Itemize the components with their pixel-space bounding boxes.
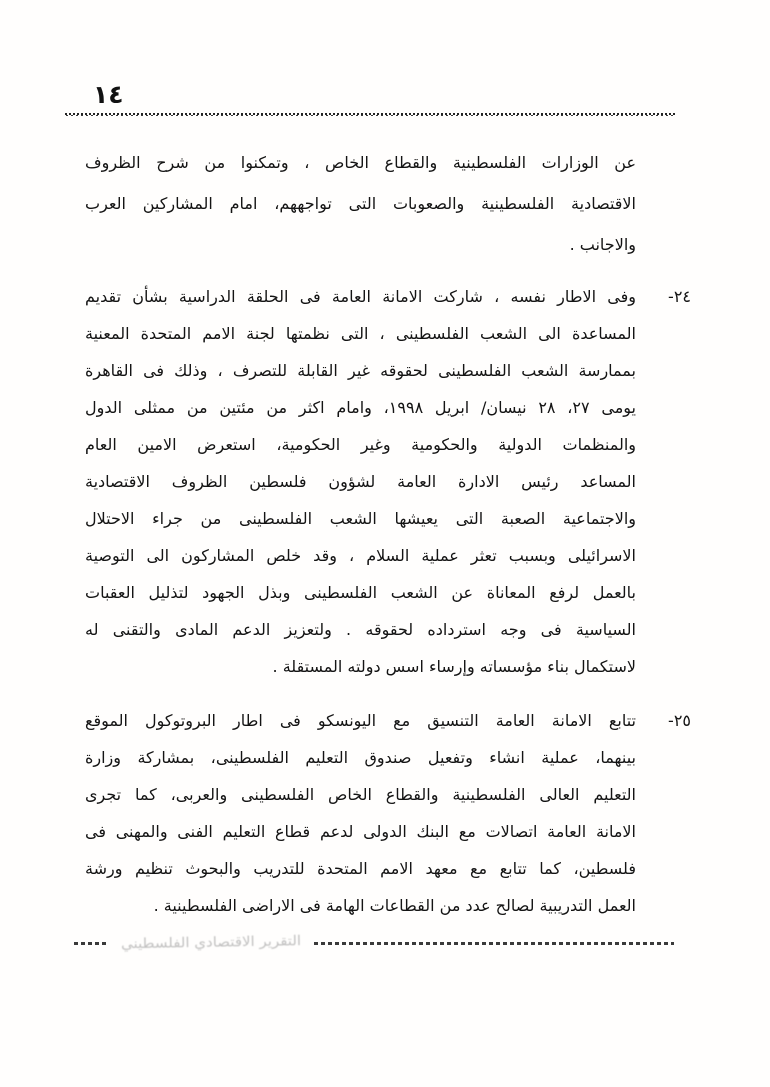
text-line: يومى ٢٧، ٢٨ نيسان/ ابريل ١٩٩٨، وامام اكثر من مئتين من ممثلى الدول — [85, 398, 636, 417]
numbered-paragraph — [85, 278, 691, 685]
text-line: السياسية فى وجه استرداده لحقوقه . ولتعزيز الدعم المادى والتقنى له — [85, 620, 636, 639]
text-line: المساعدة الى الشعب الفلسطينى ، التى نظمتها لجنة الامم المتحدة المعنية — [85, 324, 636, 343]
document-body — [85, 142, 691, 924]
numbered-paragraph — [85, 702, 691, 924]
text-line: عن الوزارات الفلسطينية والقطاع الخاص ، وتمكنوا من شرح الظروف — [85, 153, 636, 172]
paragraph-number: ٢٤- — [668, 287, 691, 306]
text-line: بالعمل لرفع المعاناة عن الشعب الفلسطينى وبذل الجهود لتذليل العقبات — [85, 583, 636, 602]
footer-faint-inscription: التقرير الاقتصادي الفلسطيني — [120, 932, 302, 952]
text-line: المساعد رئيس الادارة العامة لشؤون فلسطين الظروف الاقتصادية — [85, 472, 636, 491]
text-line: والاجانب . — [569, 235, 636, 254]
text-line: فلسطين، كما تتابع مع معهد الامم المتحدة للتدريب والبحوث تنظيم ورشة — [85, 859, 636, 878]
text-line: التعليم العالى الفلسطينية والقطاع الخاص الفلسطينى والعربى، كما تجرى — [85, 785, 636, 804]
paragraph-number: ٢٥- — [668, 711, 691, 730]
page-number: ١٤ — [93, 80, 124, 109]
text-line: الامانة العامة اتصالات مع البنك الدولى لدعم قطاع التعليم الفنى والمهنى فى — [85, 822, 636, 841]
footer-rule — [74, 933, 674, 951]
text-line: تتابع الامانة العامة التنسيق مع اليونسكو فى اطار البروتوكول الموقع — [85, 711, 636, 730]
text-line: العمل التدريبية لصالح عدد من القطاعات الهامة فى الاراضى الفلسطينية . — [153, 896, 636, 915]
text-line: بممارسة الشعب الفلسطينى لحقوقه غير القابلة للتصرف ، وذلك فى القاهرة — [85, 361, 636, 380]
text-line: وفى الاطار نفسه ، شاركت الامانة العامة فى الحلقة الدراسية بشأن تقديم — [85, 287, 636, 306]
text-line: لاستكمال بناء مؤسساته وإرساء اسس دولته المستقلة . — [272, 657, 636, 676]
footer-dash-left — [74, 942, 108, 945]
text-line: الاسرائيلى وبسبب تعثر عملية السلام ، وقد خلص المشاركون الى التوصية — [85, 546, 636, 565]
footer-dash-right — [314, 942, 674, 945]
text-line: والمنظمات الدولية والحكومية وغير الحكومية، استعرض الامين العام — [85, 435, 636, 454]
header-dotted-rule — [65, 113, 675, 116]
continuation-paragraph — [85, 142, 636, 265]
text-line: والاجتماعية الصعبة التى يعيشها الشعب الفلسطينى من جراء الاحتلال — [85, 509, 636, 528]
text-line: الاقتصادية الفلسطينية والصعوبات التى تواجههم، امام المشاركين العرب — [85, 194, 636, 213]
text-line: بينهما، عملية انشاء وتفعيل صندوق التعليم الفلسطينى، بمشاركة وزارة — [85, 748, 636, 767]
